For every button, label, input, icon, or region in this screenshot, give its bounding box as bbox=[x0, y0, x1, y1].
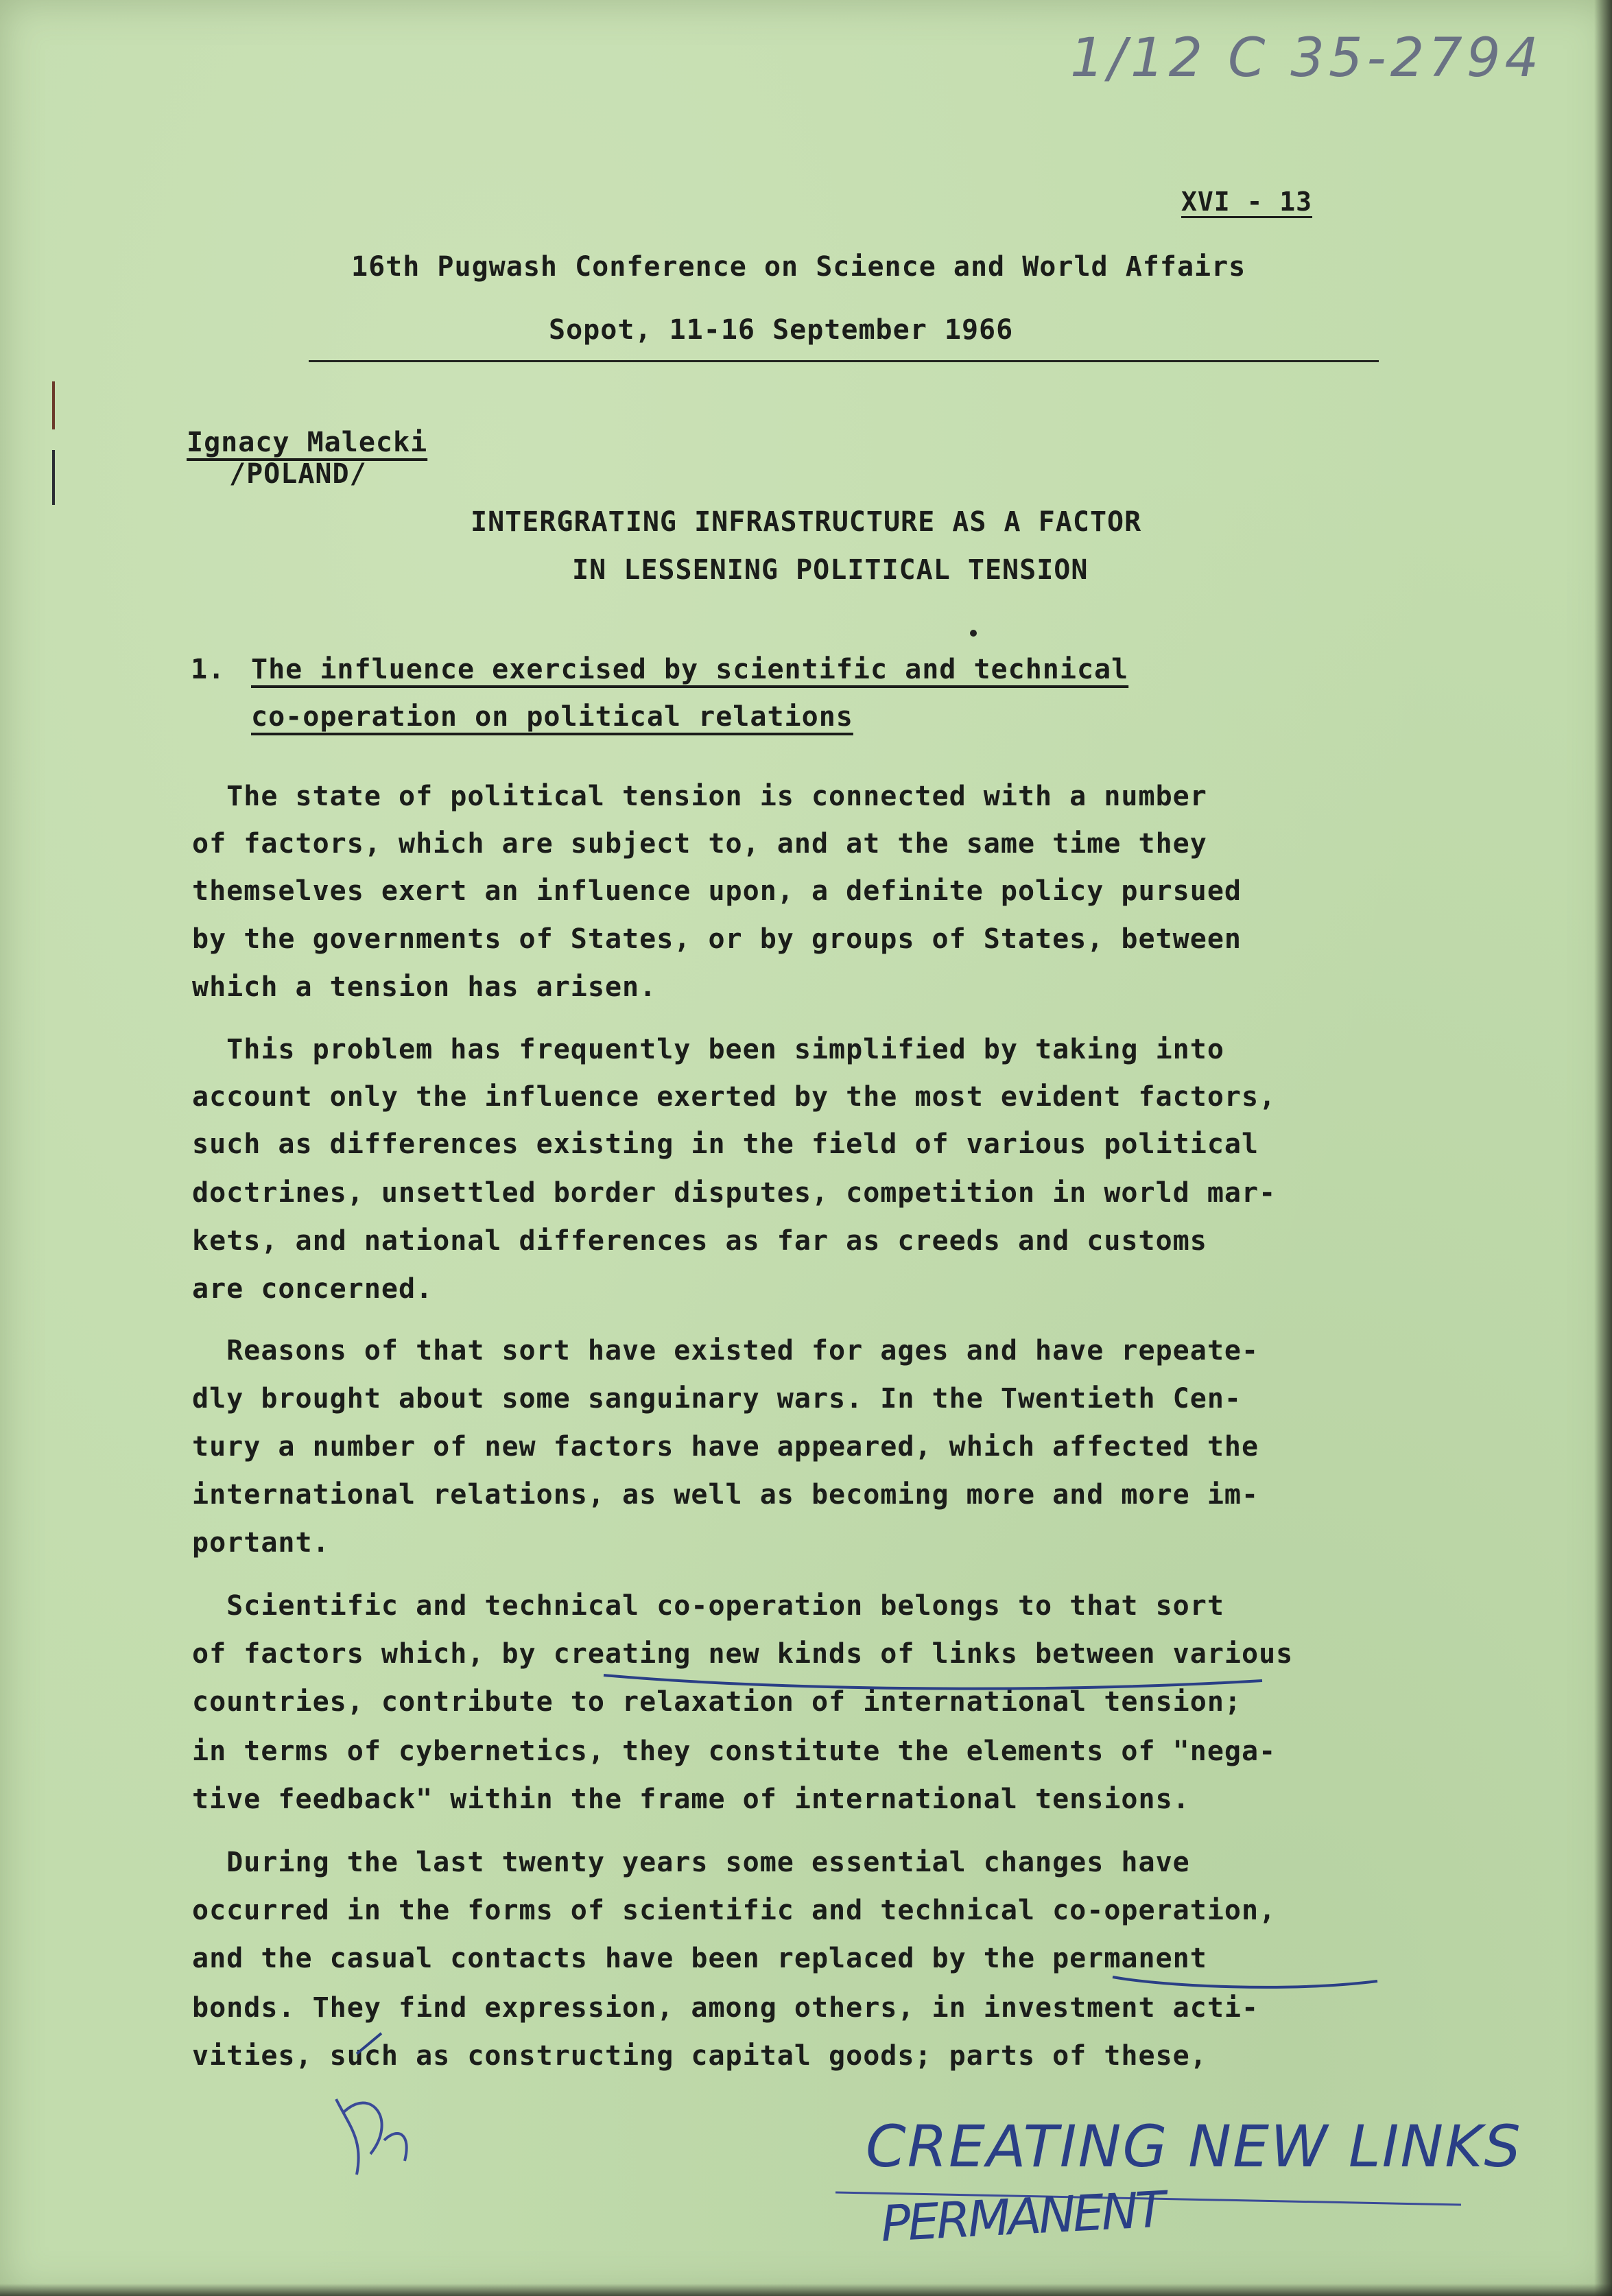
margin-bracket-mark bbox=[52, 381, 56, 505]
body-line: which a tension has arisen. bbox=[192, 971, 657, 1003]
body-line: Scientific and technical co-operation belongs to that sort bbox=[192, 1590, 1224, 1622]
paper-title-line-2: IN LESSENING POLITICAL TENSION bbox=[572, 554, 1089, 586]
body-line: dly brought about some sanguinary wars. In the Twentieth Cen- bbox=[192, 1383, 1242, 1415]
body-line: doctrines, unsettled border disputes, competition in world mar- bbox=[192, 1177, 1277, 1209]
conference-title: 16th Pugwash Conference on Science and World Affairs bbox=[351, 251, 1246, 283]
body-line: During the last twenty years some essential changes have bbox=[192, 1847, 1190, 1878]
body-line: in terms of cybernetics, they constitute the elements of "nega- bbox=[192, 1736, 1277, 1767]
body-line: kets, and national differences as far as creeds and customs bbox=[192, 1225, 1207, 1257]
body-line: The state of political tension is connected with a number bbox=[192, 781, 1207, 812]
body-line: vities, such as constructing capital goods; parts of these, bbox=[192, 2040, 1207, 2072]
body-line: countries, contribute to relaxation of international tension; bbox=[192, 1686, 1242, 1718]
body-line: tury a number of new factors have appeared, which affected the bbox=[192, 1431, 1259, 1463]
body-line: account only the influence exerted by the most evident factors, bbox=[192, 1081, 1277, 1113]
body-line: portant. bbox=[192, 1527, 330, 1559]
body-line: and the casual contacts have been replaced by the permanent bbox=[192, 1943, 1207, 1974]
pen-initials-mark bbox=[336, 2099, 407, 2175]
author-name: Ignacy Malecki bbox=[187, 427, 428, 458]
page-edge-shadow bbox=[1594, 0, 1612, 2296]
body-line: This problem has frequently been simplified by taking into bbox=[192, 1034, 1224, 1065]
section-number: 1. bbox=[191, 654, 226, 685]
archive-reference-annotation: 1/12 C 35-2794 bbox=[1070, 27, 1543, 89]
section-heading-line-2: co-operation on political relations bbox=[251, 701, 853, 733]
conference-place-date: Sopot, 11-16 September 1966 bbox=[549, 314, 1014, 346]
body-line: themselves exert an influence upon, a definite policy pursued bbox=[192, 875, 1242, 907]
body-line: bonds. They find expression, among others, in investment acti- bbox=[192, 1992, 1259, 2024]
author-country: /POLAND/ bbox=[229, 458, 367, 490]
document-code: XVI - 13 bbox=[1181, 187, 1313, 217]
page-edge-shadow-bottom bbox=[0, 2284, 1612, 2296]
body-line: of factors which, by creating new kinds of links between various bbox=[192, 1638, 1294, 1670]
paper-title-line-1: INTERGRATING INFRASTRUCTURE AS A FACTOR bbox=[471, 506, 1142, 538]
body-line: tive feedback" within the frame of international tensions. bbox=[192, 1784, 1190, 1815]
body-line: Reasons of that sort have existed for ages and have repeate- bbox=[192, 1335, 1259, 1366]
handwritten-note-permanent: PERMANENT bbox=[879, 2180, 1165, 2253]
section-heading-line-1: The influence exercised by scientific and technical bbox=[251, 654, 1129, 685]
handwritten-note-creating-new-links: CREATING NEW LINKS bbox=[866, 2113, 1522, 2180]
body-line: such as differences existing in the field of various political bbox=[192, 1128, 1259, 1160]
ink-dot bbox=[970, 630, 977, 637]
body-line: occurred in the forms of scientific and technical co-operation, bbox=[192, 1895, 1277, 1926]
body-line: international relations, as well as becoming more and more im- bbox=[192, 1479, 1259, 1511]
body-line: by the governments of States, or by groups of States, between bbox=[192, 923, 1242, 955]
body-line: are concerned. bbox=[192, 1273, 434, 1305]
header-divider bbox=[309, 360, 1379, 362]
body-line: of factors, which are subject to, and at the same time they bbox=[192, 828, 1207, 860]
pen-underline-permanent bbox=[1113, 1977, 1377, 1987]
